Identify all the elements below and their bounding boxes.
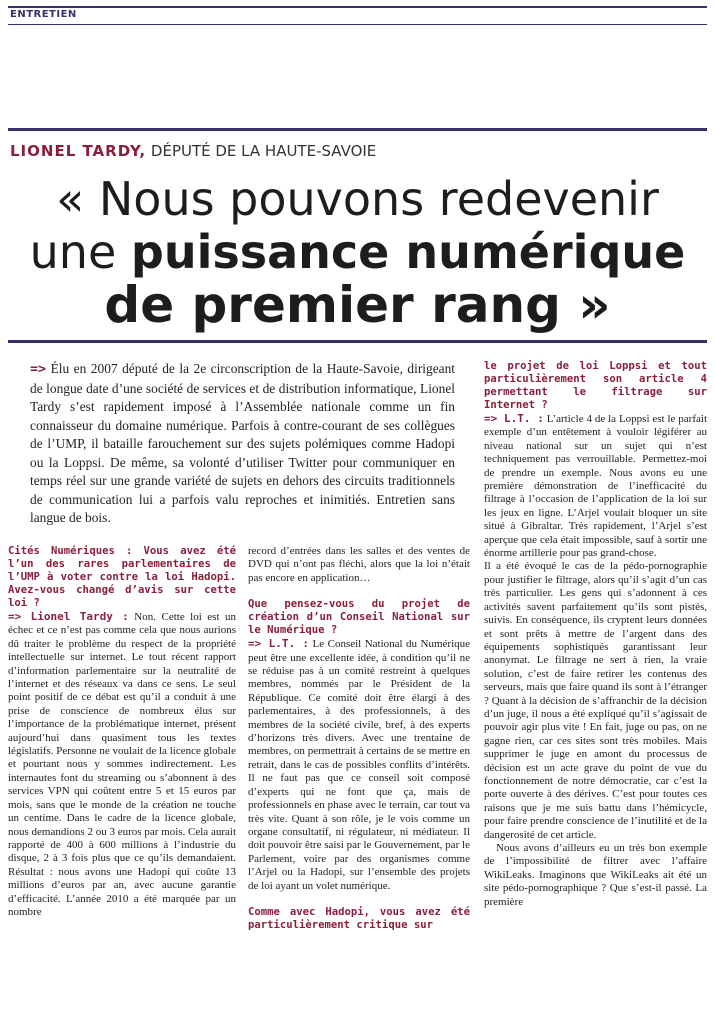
answer-3-paragraph-2: Il a été évoqué le cas de la pédo-pornographie pour justifier le filtrage, alors qu’il s’agit d’un cas très particulier. Les gens qui s’adonnent à ces activités savent parfaitement qu’ils sont pistés, suivis. En conséquence, ils cryptent leurs données et sont prêts à mettre de l’argent dans des équipements sophistiqués garantissant leur anonymat. Le filtrage ne sert à rien, la vraie solution, c’est de faire retirer les contenus des serveurs, mais que faire quand ils sont à l’étranger ? Quant à la décision de s’affranchir de la décision d’un juge, il nous a été expliqué qu’il s’agissait de pouvoir agir plus vite ! En fait, juge ou pas, on ne gagne rien, car ces sites sont très mobiles. Mais supprimer le juge en amont du processus de décision est un acte grave du point de vue du fonctionnement de notre démocratie, car c’est la porte ouverte à des dérives. C’est pour toutes ces raisons que je me suis battu dans l’hémicycle, pour faire prendre conscience de l’inutilité et de la dangerosité de cet article. <box>484 560 707 841</box>
byline <box>10 142 376 160</box>
section-label: ENTRETIEN <box>10 9 77 20</box>
answer-2-speaker: => L.T. : <box>248 637 310 651</box>
question-3-continued: le projet de loi Loppsi et tout particulièrement son article 4 permettant le filtrage sur Internet ? <box>484 360 707 411</box>
answer-2-text: Le Conseil National du Numérique peut être une excellente idée, à condition qu’il ne se réduise pas à un comité restreint à quelques membres, nommés par le Président de la République. Ce comité doit être élargi à des parlementaires, à des professionnels, à des membres de la société civile, bref, à des experts d’horizons très divers. Avec une trentaine de membres, on permettrait à certains de se mettre en retrait, dans le cas de possibles conflits d’intérêts. Il ne faut pas que ce conseil soit composé d’experts qui ne font que ça, mais de professionnels en phase avec le terrain, car tout va très vite. Quant à son rôle, je le vois comme un organe consultatif, ni régulateur, ni médiateur. Il doit pouvoir être saisi par le Gouvernement, par le Parlement, voire par des organismes comme l’Arjel ou la Hadopi, sur l’ensemble des projets de loi ayant un volet numérique. <box>248 638 471 892</box>
interviewee-name: LIONEL TARDY, <box>10 142 147 160</box>
question-3: Comme avec Hadopi, vous avez été particulièrement critique sur <box>248 905 470 931</box>
answer-1-continued: record d’entrées dans les salles et des ventes de DVD qui n’ont pas fléchi, alors que la loi n’était pas encore en application… <box>248 545 470 584</box>
section-rubric <box>8 6 707 25</box>
answer-1-speaker: => Lionel Tardy : <box>8 610 129 623</box>
interviewee-role: DÉPUTÉ DE LA HAUTE-SAVOIE <box>150 142 377 160</box>
standfirst-text: Élu en 2007 député de la 2e circonscription de la Haute-Savoie, dirigeant de longue date d’une société de services et de distribution informatique, Lionel Tardy s’est rapidement imposé à l’Assemblée nationale comme un fin connaisseur du domaine numérique. Parfois à contre-courant de ses collègues de l’UMP, il bataille farouchement sur des sujets polémiques comme Hadopi ou la Loppsi. De même, sa volonté d’utiliser Twitter pour communiquer en temps réel sur une grande variété de sujets en dehors des circuits traditionnels de communication lui a parfois valu reproches et inimitiés. Entretien sans langue de bois. <box>30 361 455 525</box>
column-2 <box>248 545 470 932</box>
answer-3-paragraph-3: Nous avons d’ailleurs eu un très bon exemple de l’impossibilité de filtrer avec l’affaire WikiLeaks. Imaginons que WikiLeaks ait été un site pédo-pornographique ? Que s’est-il passé. La première <box>484 842 707 908</box>
headline-line-2-thin: une <box>29 225 131 279</box>
answer-1-text: Non. Cette loi est un échec et ce n’est pas comme cela que nous aurions dû traiter le problème du respect de la propriété intellectuelle sur internet. Le tout récent rapport d’information parlementaire sur la neutralité de l’internet et des réseaux va dans ce sens. Le seul point positif de ce débat est qu’il a conduit à une prise de conscience de nombreux élus sur l’importance de la problématique internet, présent aujourd’hui dans quasiment tous les textes législatifs. Personne ne voulait de la licence globale et pourtant nous y sommes indirectement. Les internautes font du streaming ou s’abonnent à des services VPN qui coûtent entre 5 et 15 euros par mois, sans que le monde de la création ne touche un centime. Dans le cadre de la licence globale, nous demandions 2 ou 3 euros par mois. Cela aurait rapporté de 400 à 600 millions à l’industrie du disque, 2 à 3 fois plus que ce qu’ils demandaient. Résultat : nous avons une Hadopi qui coûte 13 millions d’euros par an, avec aucune garantie d’efficacité. L’année 2010 a été marquée par un nombre <box>8 611 236 918</box>
bottom-rule <box>8 340 707 343</box>
answer-2 <box>248 637 470 893</box>
answer-3 <box>484 412 707 560</box>
answer-3-text: L’article 4 de la Loppsi est le parfait exemple d’un entêtement à vouloir légiférer au niveau national sur un sujet qui n’est techniquement pas verrouillable. Permettez-moi de prendre un exemple. Nous avons eu une première démonstration de l’inefficacité du filtrage à l’occasion de l’application de la loi sur les jeux en ligne. L’Arjel voulait bloquer un site situé à Gibraltar. Très rapidement, l’Arjel s’est aperçue que cela était impossible, sauf à sortir une énorme artillerie pour pas grand-chose. <box>484 413 708 560</box>
headline-line-3: de premier rang » <box>104 276 611 334</box>
question-1-text: Vous avez été l’un des rares parlementaires de l’UMP à voter contre la loi Hadopi. Avez-vous changé d’avis sur cette loi ? <box>8 545 237 609</box>
headline-line-1: « Nous pouvons redevenir <box>56 172 659 226</box>
headline-line-2-bold: puissance numérique <box>130 225 686 279</box>
column-3 <box>484 360 707 909</box>
answer-1 <box>8 610 236 919</box>
question-1 <box>8 545 236 610</box>
standfirst-arrow: => <box>30 362 47 377</box>
question-2: Que pensez-vous du projet de création d’un Conseil National sur le Numérique ? <box>248 598 470 637</box>
publication-label: Cités Numériques : <box>8 545 133 557</box>
column-1 <box>8 545 236 919</box>
answer-3-speaker: => L.T. : <box>484 412 544 425</box>
standfirst <box>30 360 455 528</box>
headline-line-2 <box>10 225 705 279</box>
top-rule <box>8 128 707 131</box>
